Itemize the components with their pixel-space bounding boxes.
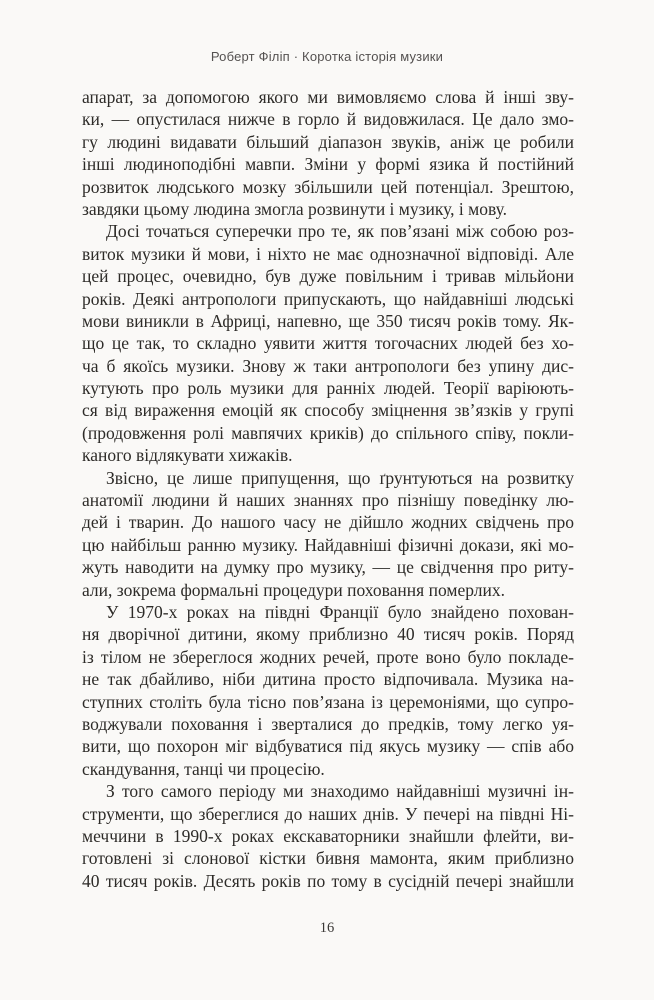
text-line: ня дворічної дитини, якому приблизно 40 тисяч років. Поряд (82, 624, 574, 645)
text-line: апарат, за допомогою якого ми вимовляємо слова й інші зву- (82, 87, 574, 107)
text-line: гу людині видавати більший діапазон звуків, аніж це робили (82, 131, 574, 152)
text-line: 40 тисяч років. Десять років по тому в сусідній печері знайшли (82, 870, 574, 891)
text-line: років. Деякі антропологи припускають, що найдавніші людські (82, 288, 574, 309)
text-line: що це так, то складно уявити життя тогочасних людей без хо- (82, 333, 574, 354)
body-text (82, 86, 574, 892)
text-line: Досі точаться суперечки про те, як пов’язані між собою роз- (106, 221, 574, 242)
text-line: воджували поховання і зверталися до предків, тому легко уя- (82, 713, 574, 734)
text-line: (продовження ролі мавпячих криків) до спільного співу, покли- (82, 422, 574, 443)
text-line: али, зокрема формальні процедури поховання померлих. (82, 579, 505, 600)
text-line: жуть наводити на думку про музику, — це свідчення про риту- (82, 557, 574, 578)
text-line: цю найбільш ранню музику. Найдавніші фізичні докази, які мо- (82, 534, 574, 555)
text-line: завдяки цьому людина змогла розвинути і музику, і мову. (82, 198, 507, 219)
text-line: У 1970-х роках на півдні Франції було знайдено похован- (106, 601, 574, 622)
text-line: дей і тварин. До нашого часу не дійшло жодних свідчень про (82, 512, 574, 533)
text-line: готовлені зі слонової кістки бивня мамонта, яким приблизно (82, 848, 574, 869)
page-number: 16 (319, 920, 335, 936)
text-line: інші людиноподібні мавпи. Зміни у формі язика й постійний (82, 154, 574, 175)
text-line: скандування, танці чи процесію. (82, 758, 325, 779)
text-line: струменти, що збереглися до наших днів. У печері на півдні Ні- (82, 803, 574, 824)
text-line: кутують про роль музики для ранніх людей. Теорії варіюють- (82, 378, 574, 399)
text-line: ча б якоїсь музики. Знову ж таки антропологи без упину дис- (82, 355, 574, 376)
text-line: із тілом не збереглося жодних речей, проте воно було покладе- (82, 646, 574, 667)
text-line: мови виникли в Африці, напевно, ще 350 тисяч років тому. Як- (82, 310, 574, 331)
text-line: меччини в 1990-х роках екскаваторники знайшли флейти, ви- (82, 825, 574, 846)
text-line: вити, що похорон міг відбуватися під якусь музику — спів або (82, 736, 574, 757)
text-line: не так дбайливо, ніби дитина просто відпочивала. Музика на- (82, 669, 574, 690)
text-line: ки, — опустилася нижче в горло й видовжилася. Це дало змо- (82, 109, 574, 130)
running-header: Роберт Філіп · Коротка історія музики (210, 49, 444, 64)
text-line: каного відлякувати хижаків. (82, 445, 293, 466)
text-line: виток музики й мови, і ніхто не має однозначної відповіді. Але (82, 243, 574, 264)
text-line: анатомії людини й наших знаннях про пізнішу поведінку лю- (82, 490, 574, 511)
text-line: ся від вираження емоцій як способу зміцнення зв’язків у групі (82, 400, 574, 421)
text-line: розвиток людського мозку збільшили цей потенціал. Зрештою, (82, 176, 574, 197)
text-line: Звісно, це лише припущення, що ґрунтуються на розвитку (106, 467, 574, 488)
text-line: ступних століть була тісно пов’язана із церемоніями, що супро- (82, 691, 574, 712)
text-line: З того самого періоду ми знаходимо найдавніші музичні ін- (106, 781, 574, 802)
text-line: цей процес, очевидно, був дуже повільним і тривав мільйони (82, 266, 574, 287)
